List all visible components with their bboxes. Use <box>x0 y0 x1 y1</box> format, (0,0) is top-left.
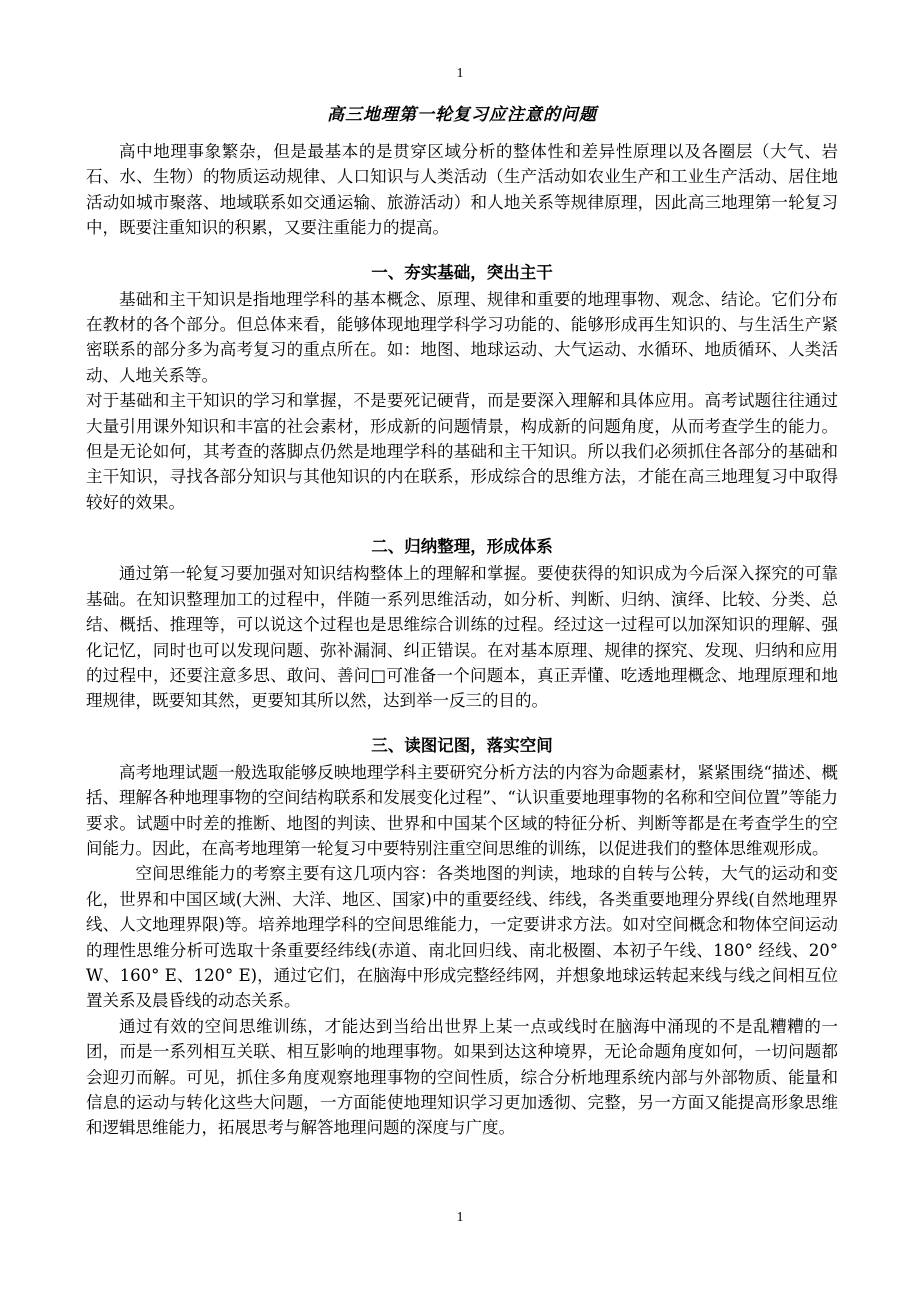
section-3-paragraph-2: 空间思维能力的考察主要有这几项内容：各类地图的判读，地球的自转与公转，大气的运动和变化，世界和中国区域(大洲、大洋、地区、国家)中的重要经线、纬线，各类重要地理分界线(自然地理界线、人文地理界限)等。培养地理学科的空间思维能力，一定要讲求方法。如对空间概念和物体空间运动的理性思维分析可选取十条重要经纬线(赤道、南北回归线、南北极圈、本初子午线、180° 经线、20° W、160° E、120° E)，通过它们，在脑海中形成完整经纬网，并想象地球运转起来线与线之间相互位置关系及晨昏线的动态关系。 <box>86 864 838 1011</box>
section-1-heading: 一、夯实基础，突出主干 <box>371 262 553 282</box>
section-3-heading: 三、读图记图，落实空间 <box>371 735 553 755</box>
section-3-paragraph-1: 高考地理试题一般选取能够反映地理学科主要研究分析方法的内容为命题素材，紧紧围绕“描述、概括、理解各种地理事物的空间结构联系和发展变化过程”、“认识重要地理事物的名称和空间位置”等能力要求。试题中时差的推断、地图的判读、世界和中国某个区域的特征分析、判断等都是在考查学生的空间能力。因此，在高考地理第一轮复习中要特别注重空间思维的训练，以促进我们的整体思维观形成。 <box>86 762 838 858</box>
page-number-top: 1 <box>456 66 464 81</box>
section-2-paragraph-1: 通过第一轮复习要加强对知识结构整体上的理解和掌握。要使获得的知识成为今后深入探究的可靠基础。在知识整理加工的过程中，伴随一系列思维活动，如分析、判断、归纳、演绎、比较、分类、总结、概括、推理等，可以说这个过程也是思维综合训练的过程。经过这一过程可以加深知识的理解、强化记忆，同时也可以发现问题、弥补漏洞、纠正错误。在对基本原理、规律的探究、发现、归纳和应用的过程中，还要注意多思、敢问、善问□可准备一个问题本，真正弄懂、吃透地理概念、地理原理和地理规律，既要知其然，更要知其所以然，达到举一反三的目的。 <box>86 564 838 711</box>
section-3-paragraph-3: 通过有效的空间思维训练，才能达到当给出世界上某一点或线时在脑海中涌现的不是乱糟糟的一团，而是一系列相互关联、相互影响的地理事物。如果到达这种境界，无论命题角度如何，一切问题都会迎刃而解。可见，抓住多角度观察地理事物的空间性质，综合分析地理系统内部与外部物质、能量和信息的运动与转化这些大问题，一方面能使地理知识学习更加透彻、完整，另一方面又能提高形象思维和逻辑思维能力，拓展思考与解答地理问题的深度与广度。 <box>86 1016 838 1138</box>
page-number-bottom: 1 <box>456 1210 464 1225</box>
section-2-heading: 二、归纳整理，形成体系 <box>371 537 553 557</box>
document-body <box>86 100 838 1141</box>
intro-paragraph: 高中地理事象繁杂，但是最基本的是贯穿区域分析的整体性和差异性原理以及各圈层（大气、岩石、水、生物）的物质运动规律、人口知识与人类活动（生产活动如农业生产和工业生产活动、居住地活动如城市聚落、地域联系如交通运输、旅游活动）和人地关系等规律原理，因此高三地理第一轮复习中，既要注重知识的积累，又要注重能力的提高。 <box>86 142 838 238</box>
section-1-paragraph-1: 基础和主干知识是指地理学科的基本概念、原理、规律和重要的地理事物、观念、结论。它们分布在教材的各个部分。但总体来看，能够体现地理学科学习功能的、能够形成再生知识的、与生活生产紧密联系的部分多为高考复习的重点所在。如：地图、地球运动、大气运动、水循环、地质循环、人类活动、人地关系等。 <box>86 289 838 385</box>
section-1-paragraph-2: 对于基础和主干知识的学习和掌握，不是要死记硬背，而是要深入理解和具体应用。高考试题往往通过大量引用课外知识和丰富的社会素材，形成新的问题情景，构成新的问题角度，从而考查学生的能力。但是无论如何，其考查的落脚点仍然是地理学科的基础和主干知识。所以我们必须抓住各部分的基础和主干知识，寻找各部分知识与其他知识的内在联系，形成综合的思维方法，才能在高三地理复习中取得较好的效果。 <box>86 391 838 512</box>
document-title: 高三地理第一轮复习应注意的问题 <box>327 105 597 125</box>
